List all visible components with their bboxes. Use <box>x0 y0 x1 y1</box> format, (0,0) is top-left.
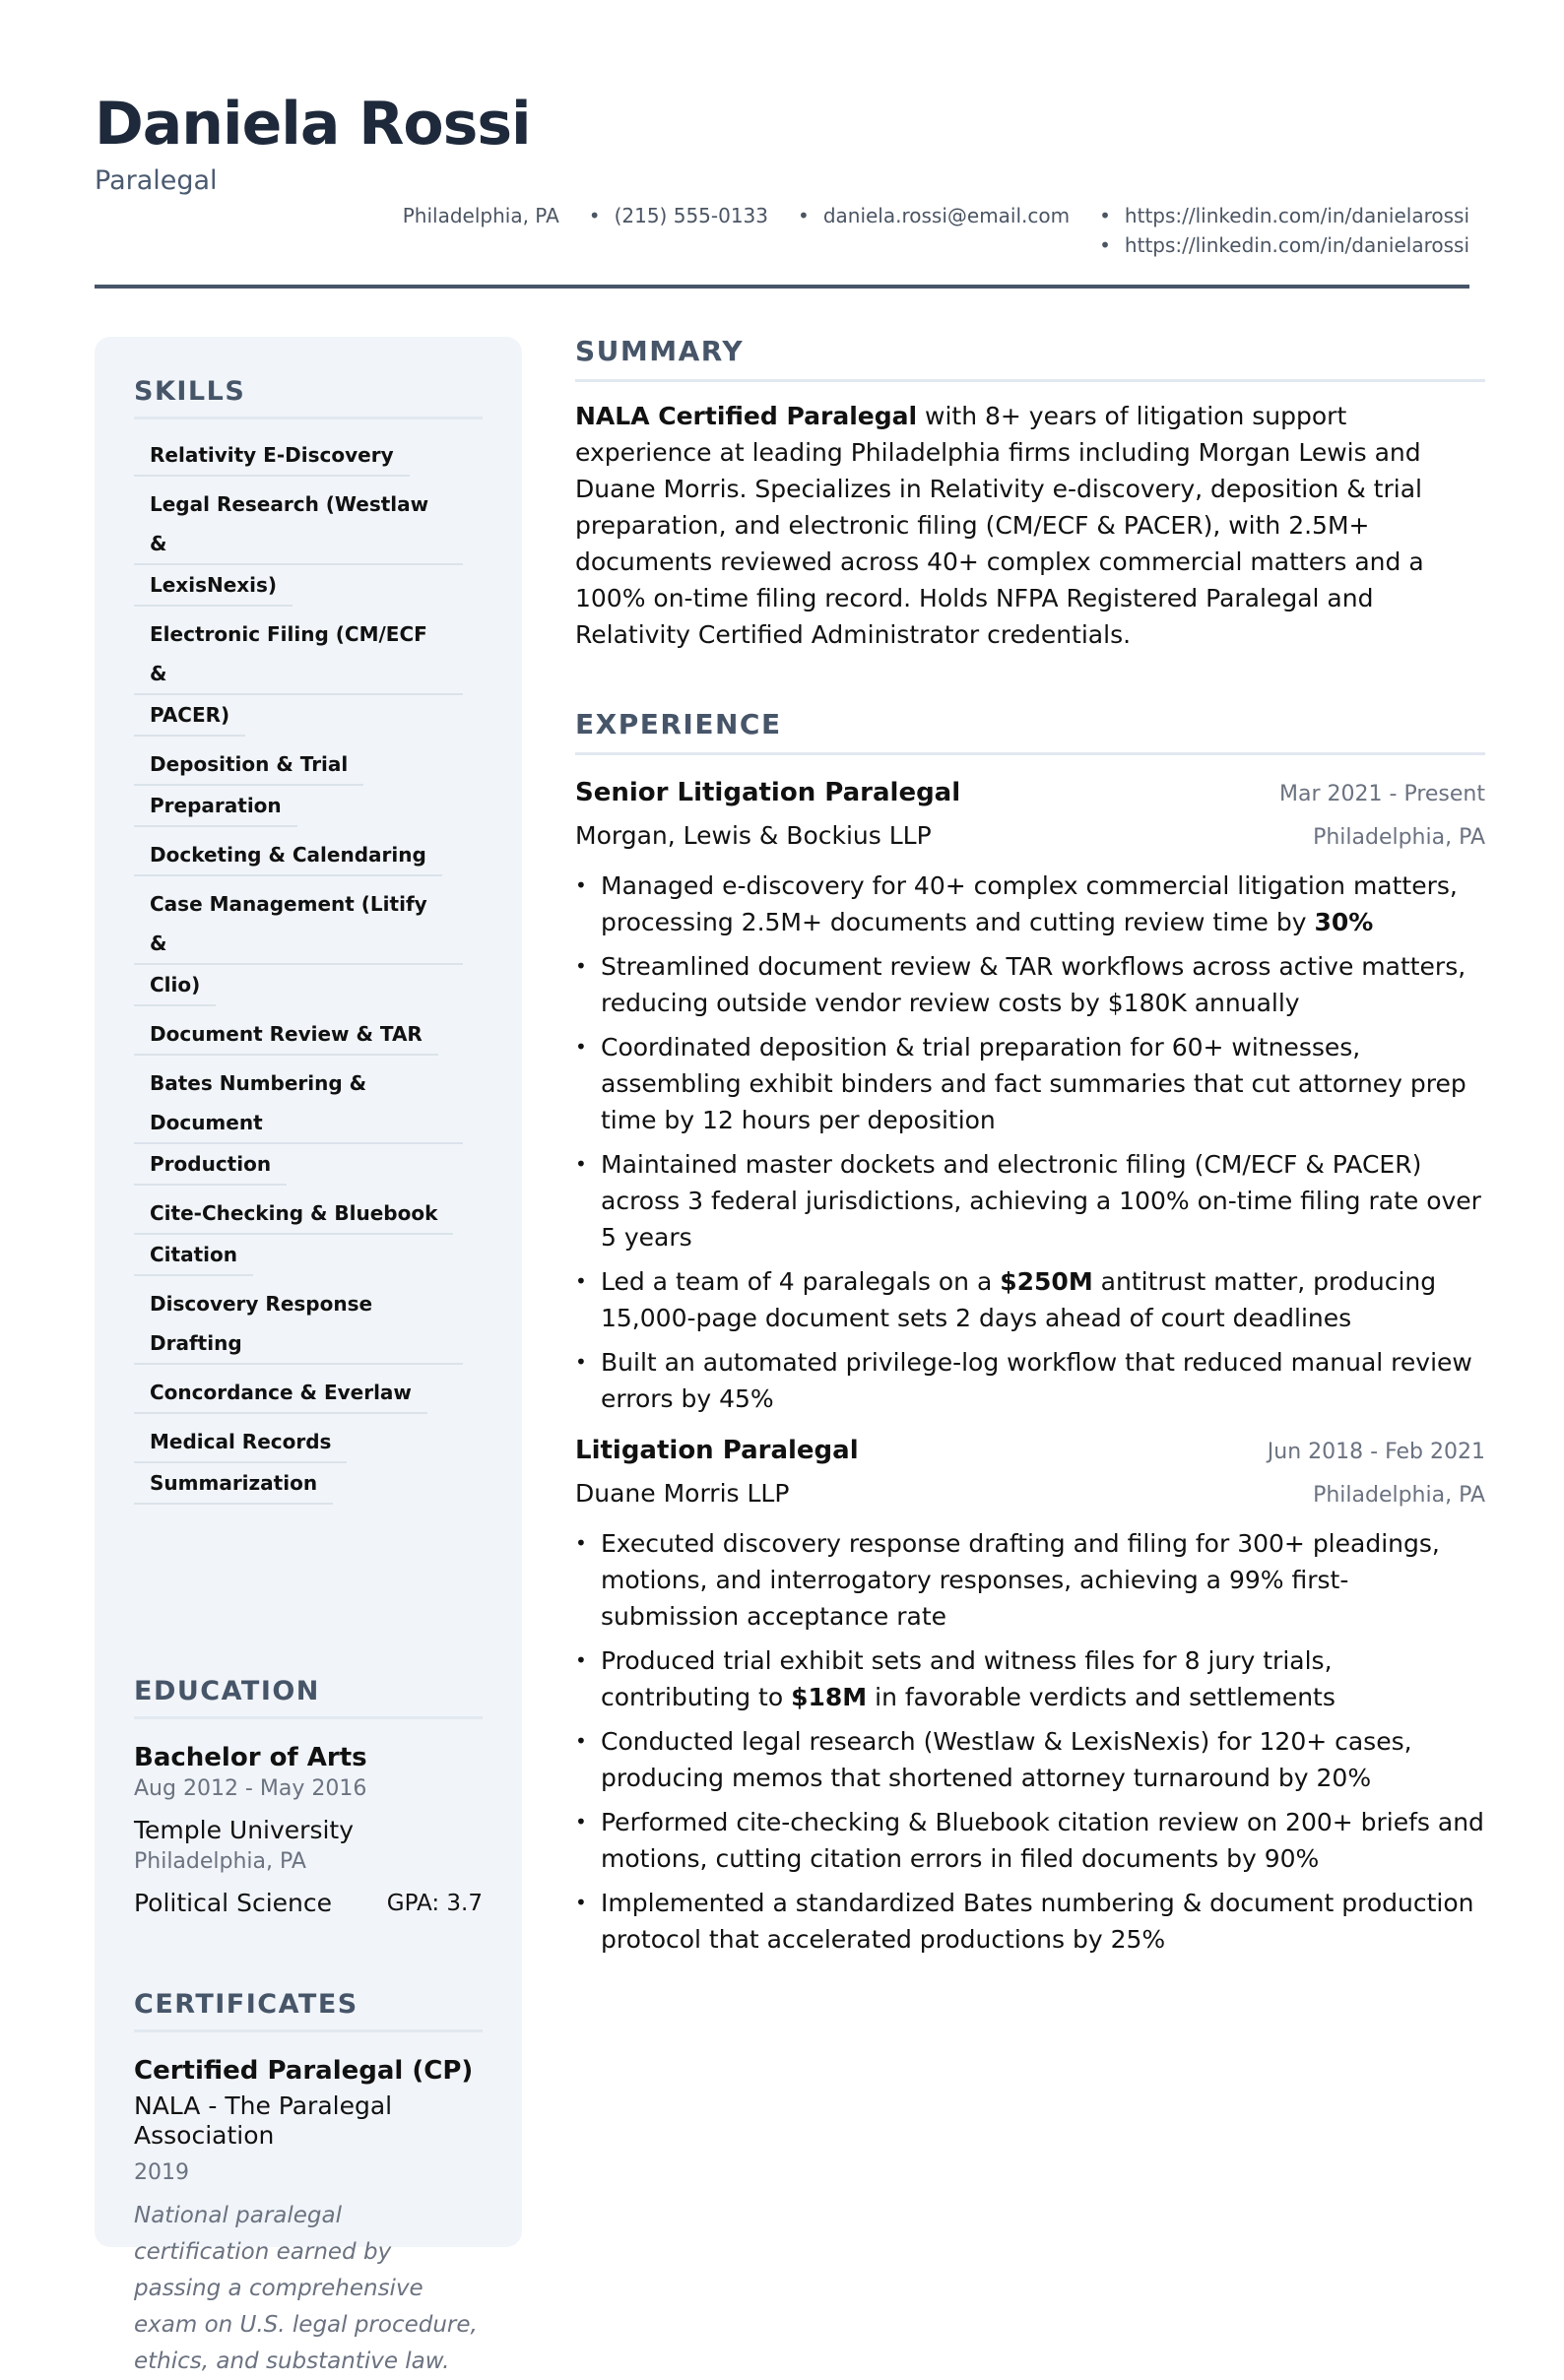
job-bullet <box>575 1723 1485 1796</box>
contact-linkedin-link-secondary[interactable]: https://linkedin.com/in/danielarossi <box>1124 233 1469 257</box>
contact-bar <box>95 203 1469 258</box>
job-bullets <box>575 868 1485 1417</box>
skill-tag: Document Review & TAR <box>134 1014 438 1056</box>
skill-tag: Medical Records <box>134 1422 347 1463</box>
bullet-text: Streamlined document review & TAR workflows across active matters, reducing outside vendor review costs by $180K annually <box>601 952 1466 1017</box>
bullet-text: Executed discovery response drafting and filing for 300+ pleadings, motions, and interrogatory responses, achieving a 99% first-submission acceptance rate <box>601 1529 1440 1631</box>
candidate-name: Daniela Rossi <box>95 90 531 159</box>
bullet-highlight: $250M <box>1000 1267 1093 1296</box>
bullet-separator: • <box>1099 204 1111 227</box>
education-heading: EDUCATION <box>134 1676 483 1719</box>
contact-phone[interactable] <box>589 203 768 228</box>
contact-location <box>403 203 559 228</box>
job-company: Duane Morris LLP <box>575 1479 790 1508</box>
certificate-issuer: NALA - The Paralegal Association <box>134 2091 393 2150</box>
experience-section <box>575 708 1485 1958</box>
skills-list <box>134 435 483 1505</box>
skill-tag: Production <box>134 1144 287 1186</box>
certificate-year: 2019 <box>134 2160 189 2185</box>
sidebar <box>95 337 522 2374</box>
job-bullet <box>575 1642 1485 1715</box>
certificate-description: National paralegal certification earned by passing a comprehensive exam on U.S. legal procedure, ethics, and substantive law. <box>134 2203 478 2374</box>
bullet-text: Built an automated privilege-log workflow that reduced manual review errors by 45% <box>601 1348 1472 1413</box>
contact-phone-text[interactable]: (215) 555-0133 <box>614 204 769 227</box>
skill-tag: Relativity E-Discovery <box>134 435 410 477</box>
skill-tag: Preparation <box>134 786 297 827</box>
job-bullet <box>575 1146 1485 1255</box>
job-entry <box>575 1431 1485 1958</box>
skill-tag: Cite-Checking & Bluebook <box>134 1193 453 1235</box>
skill-tag: Discovery Response Drafting <box>134 1284 463 1365</box>
job-company: Morgan, Lewis & Bockius LLP <box>575 821 932 850</box>
certificate-title: Certified Paralegal (CP) <box>134 2056 474 2086</box>
bullet-text: in favorable verdicts and settlements <box>867 1683 1336 1711</box>
skill-tag: Concordance & Everlaw <box>134 1373 427 1414</box>
summary-lead: NALA Certified Paralegal <box>575 402 918 430</box>
main-column <box>575 335 1485 1965</box>
skill-tag: PACER) <box>134 695 245 737</box>
contact-linkedin-secondary[interactable] <box>1099 232 1469 258</box>
job-bullet <box>575 1263 1485 1336</box>
job-title-row <box>575 1431 1485 1470</box>
education-dates: Aug 2012 - May 2016 <box>134 1776 367 1801</box>
skill-tag: Legal Research (Westlaw & <box>134 484 463 565</box>
school-location: Philadelphia, PA <box>134 1849 306 1874</box>
bullet-text: Maintained master dockets and electronic filing (CM/ECF & PACER) across 3 federal jurisdictions, achieving a 100% on-time filing rate over 5 years <box>601 1150 1481 1252</box>
job-bullet <box>575 1525 1485 1635</box>
job-bullet <box>575 1344 1485 1417</box>
job-location: Philadelphia, PA <box>1313 1483 1485 1508</box>
job-bullets <box>575 1525 1485 1958</box>
summary-text <box>575 398 1485 653</box>
skill-tag: Deposition & Trial <box>134 744 363 786</box>
job-location: Philadelphia, PA <box>1313 825 1485 850</box>
bullet-text: Implemented a standardized Bates numbering & document production protocol that accelerated productions by 25% <box>601 1889 1474 1954</box>
job-bullet <box>575 1804 1485 1877</box>
field-row <box>134 1887 483 1920</box>
job-bullet <box>575 868 1485 940</box>
job-dates: Mar 2021 - Present <box>1279 782 1485 806</box>
degree-title: Bachelor of Arts <box>134 1743 367 1772</box>
bullet-highlight: 30% <box>1314 908 1374 936</box>
field-of-study: Political Science <box>134 1889 332 1917</box>
candidate-role: Paralegal <box>95 165 218 196</box>
skill-tag: Clio) <box>134 965 216 1006</box>
school-name: Temple University <box>134 1816 355 1844</box>
job-company-row <box>575 812 1485 856</box>
skill-tag: Docketing & Calendaring <box>134 835 442 876</box>
job-company-row <box>575 1470 1485 1513</box>
skill-tag: Citation <box>134 1235 253 1276</box>
summary-heading: SUMMARY <box>575 335 1485 382</box>
skill-tag: Case Management (Litify & <box>134 884 463 965</box>
skill-tag: LexisNexis) <box>134 565 293 607</box>
certificates-section <box>134 1989 483 2380</box>
job-bullet <box>575 1885 1485 1958</box>
bullet-separator: • <box>1099 233 1111 257</box>
job-bullet <box>575 948 1485 1021</box>
skill-tag: Summarization <box>134 1463 333 1505</box>
contact-linkedin[interactable] <box>1099 203 1469 228</box>
summary-section <box>575 335 1485 653</box>
skill-tag: Bates Numbering & Document <box>134 1063 463 1144</box>
contact-linkedin-link[interactable]: https://linkedin.com/in/danielarossi <box>1124 204 1469 227</box>
experience-heading: EXPERIENCE <box>575 708 1485 755</box>
bullet-text: Led a team of 4 paralegals on a <box>601 1267 1001 1296</box>
job-dates: Jun 2018 - Feb 2021 <box>1267 1440 1485 1464</box>
skills-heading: SKILLS <box>134 376 483 419</box>
job-title-row <box>575 773 1485 812</box>
bullet-separator: • <box>798 204 810 227</box>
bullet-highlight: $18M <box>791 1683 868 1711</box>
bullet-text: Conducted legal research (Westlaw & LexisNexis) for 120+ cases, producing memos that shortened attorney turnaround by 20% <box>601 1727 1412 1792</box>
certificates-heading: CERTIFICATES <box>134 1989 483 2032</box>
bullet-separator: • <box>588 204 601 227</box>
job-bullet <box>575 1029 1485 1138</box>
gpa: GPA: 3.7 <box>386 1891 483 1916</box>
education-section <box>134 1676 483 1920</box>
skill-tag: Electronic Filing (CM/ECF & <box>134 614 463 695</box>
bullet-text: antitrust matter, producing 15,000-page document sets 2 days ahead of court deadlines <box>601 1267 1437 1332</box>
bullet-text: Performed cite-checking & Bluebook citation review on 200+ briefs and motions, cutting citation errors in filed documents by 90% <box>601 1808 1484 1873</box>
job-title: Senior Litigation Paralegal <box>575 778 961 807</box>
bullet-text: Managed e-discovery for 40+ complex commercial litigation matters, processing 2.5M+ documents and cutting review time by <box>601 871 1458 936</box>
bullet-text: Produced trial exhibit sets and witness files for 8 jury trials, contributing to <box>601 1646 1333 1711</box>
job-entry <box>575 773 1485 1417</box>
bullet-text: Coordinated deposition & trial preparation for 60+ witnesses, assembling exhibit binders and fact summaries that cut attorney prep time by 12 hours per deposition <box>601 1033 1466 1134</box>
summary-body: with 8+ years of litigation support experience at leading Philadelphia firms including Morgan Lewis and Duane Morris. Specializes in Relativity e-discovery, deposition & trial preparation, and electronic filing (CM/ECF & PACER), with 2.5M+ documents reviewed across 40+ complex commercial matters and a 100% on-time filing record. Holds NFPA Registered Paralegal and Relativity Certified Administrator credentials. <box>575 402 1424 649</box>
contact-location-text: Philadelphia, PA <box>402 204 559 227</box>
job-title: Litigation Paralegal <box>575 1436 859 1465</box>
header-divider <box>95 285 1469 289</box>
contact-email[interactable] <box>798 203 1070 228</box>
skills-section <box>134 376 483 1512</box>
contact-email-link[interactable]: daniela.rossi@email.com <box>822 204 1071 227</box>
